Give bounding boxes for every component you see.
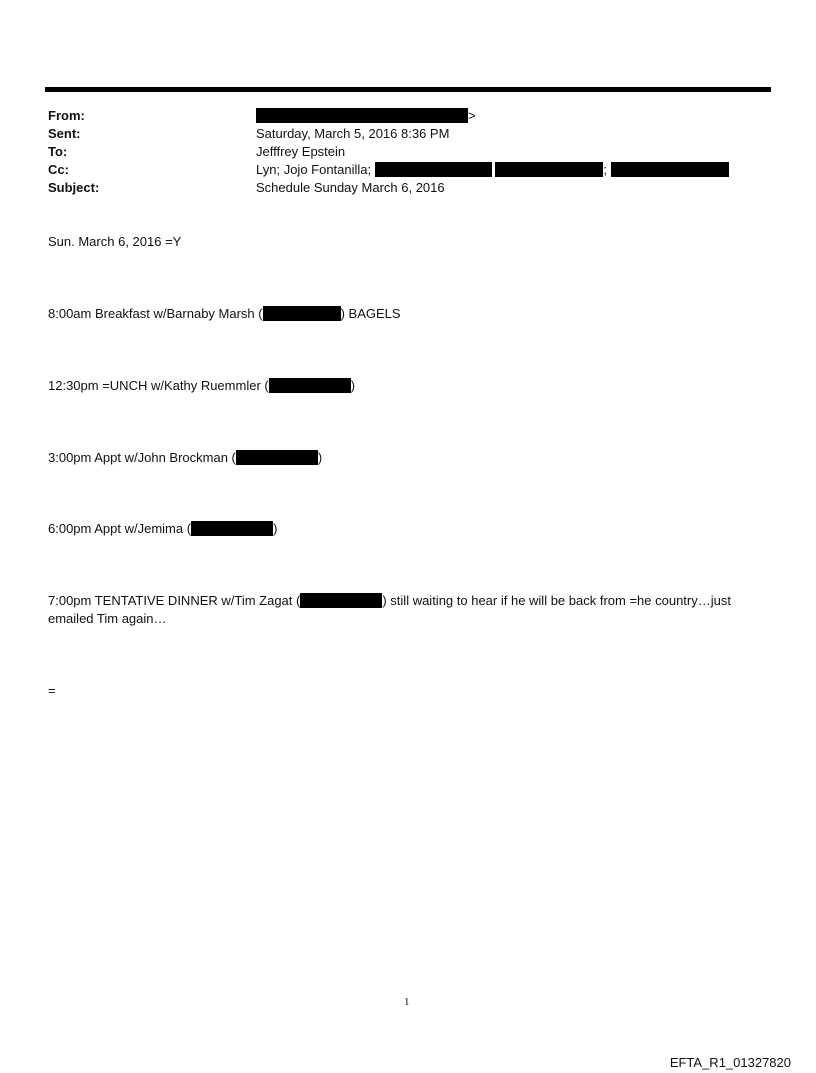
from-value — [256, 107, 476, 125]
end-mark: = — [48, 683, 56, 698]
from-label: From: — [48, 108, 85, 123]
to-value: Jefffrey Epstein — [256, 144, 346, 159]
page-number: 1 — [404, 996, 410, 1008]
cc-label: Cc: — [48, 162, 69, 177]
redaction-block — [263, 306, 341, 321]
schedule-item-text: ) — [317, 450, 323, 465]
redaction-block — [191, 521, 273, 536]
document-id: EFTA_R1_01327820 — [669, 1055, 791, 1070]
redaction-block — [236, 450, 318, 465]
schedule-item-text: ) still waiting to hear if he will be back from =he country…just emailed Tim again… — [48, 593, 731, 626]
sent-label: Sent: — [48, 126, 81, 141]
schedule-item-text: 7:00pm TENTATIVE DINNER w/Tim Zagat ( — [48, 593, 301, 608]
cc-text: Lyn; Jojo Fontanilla; — [256, 162, 372, 177]
redaction-block — [269, 378, 351, 393]
schedule-item-text: 6:00pm Appt w/Jemima ( — [48, 521, 192, 536]
schedule-item-text: ) — [273, 521, 278, 536]
schedule-item-text: 3:00pm Appt w/John Brockman ( — [48, 450, 236, 465]
date-line: Sun. March 6, 2016 =Y — [48, 234, 182, 249]
subject-label: Subject: — [48, 180, 100, 195]
redaction-block — [375, 162, 492, 177]
redaction-block — [495, 162, 603, 177]
cc-value — [256, 161, 729, 179]
schedule-item — [48, 449, 322, 467]
schedule-item-text: 12:30pm =UNCH w/Kathy Ruemmler ( — [48, 378, 269, 393]
schedule-item — [48, 377, 355, 395]
schedule-item-text: ) BAGELS — [340, 306, 401, 321]
sent-value: Saturday, March 5, 2016 8:36 PM — [256, 126, 450, 141]
schedule-item-text: 8:00am Breakfast w/Barnaby Marsh ( — [48, 306, 263, 321]
cc-separator: ; — [603, 162, 608, 177]
redaction-block — [256, 108, 468, 123]
schedule-item-text: ) — [350, 378, 356, 393]
redaction-block — [611, 162, 729, 177]
from-suffix: > — [468, 108, 476, 123]
schedule-item — [48, 520, 277, 538]
schedule-item — [48, 592, 768, 628]
schedule-item — [48, 305, 401, 323]
header-rule — [45, 87, 771, 92]
to-label: To: — [48, 144, 68, 159]
subject-value: Schedule Sunday March 6, 2016 — [256, 180, 445, 195]
redaction-block — [300, 593, 382, 608]
